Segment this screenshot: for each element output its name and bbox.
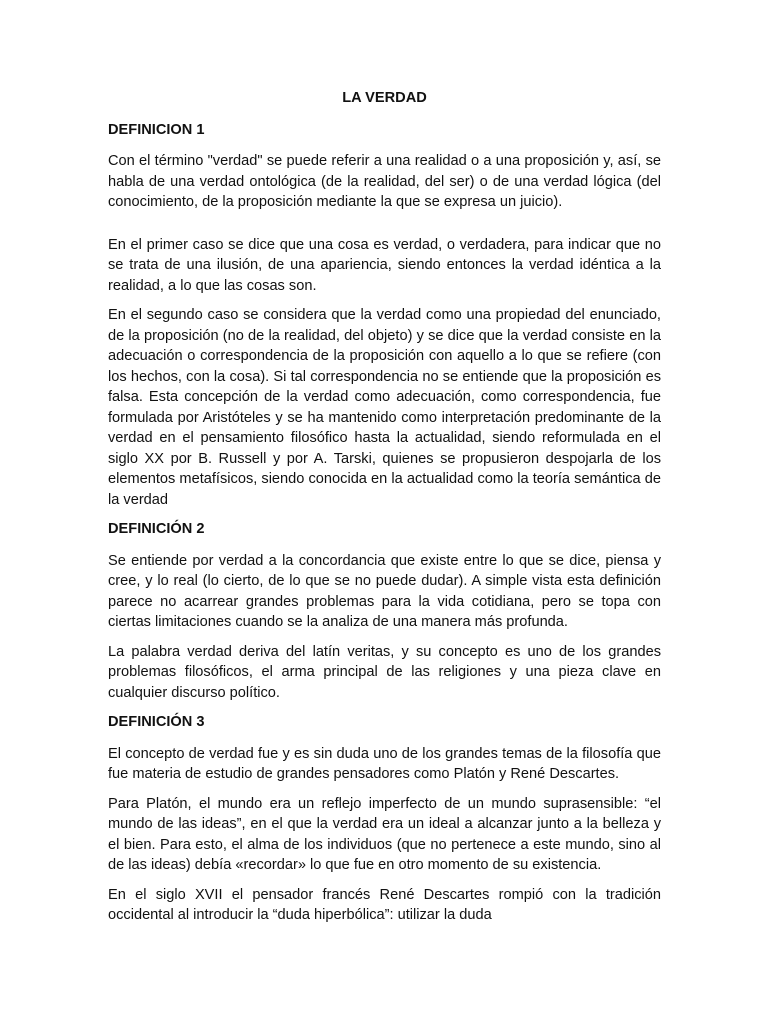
paragraph: La palabra verdad deriva del latín veritas, y su concepto es uno de los grandes problemas filosóficos, el arma principal de las religiones y una pieza clave en cualquier discurso político.	[108, 643, 661, 701]
paragraph: En el primer caso se dice que una cosa es verdad, o verdadera, para indicar que no se trata de una ilusión, de una apariencia, siendo entonces la verdad idéntica a la realidad, a lo que las cosas son.	[108, 236, 661, 294]
paragraph: Para Platón, el mundo era un reflejo imperfecto de un mundo suprasensible: “el mundo de las ideas”, en el que la verdad era un ideal a alcanzar junto a la belleza y el bien. Para esto, el alma de los individuos (que no pertenece a este mundo, sino al de las ideas) debía «recordar» lo que fue en otro momento de su existencia.	[108, 795, 661, 873]
paragraph: El concepto de verdad fue y es sin duda uno de los grandes temas de la filosofía que fue materia de estudio de grandes pensadores como Platón y René Descartes.	[108, 745, 661, 782]
document-title: LA VERDAD	[342, 90, 427, 106]
paragraph: En el siglo XVII el pensador francés René Descartes rompió con la tradición occidental al introducir la “duda hiperbólica”: utilizar la duda	[108, 886, 661, 923]
section-heading-2: DEFINICIÓN 2	[108, 521, 205, 537]
document-page	[108, 88, 661, 935]
paragraph: En el segundo caso se considera que la verdad como una propiedad del enunciado, de la proposición (no de la realidad, del objeto) y se dice que la verdad consiste en la adecuación o correspondencia de la proposición con aquello a lo que se refiere (con los hechos, con la cosa). Si tal correspondencia no se entiende que la proposición es falsa. Esta concepción de la verdad como adecuación, como correspondencia, fue formulada por Aristóteles y se ha mantenido como interpretación predominante de la verdad en el pensamiento filosófico hasta la actualidad, siendo reformulada en el siglo XX por B. Russell y por A. Tarski, quienes se propusieron despojarla de los elementos metafísicos, siendo conocida en la actualidad como la teoría semántica de la verdad	[108, 307, 661, 508]
section-heading-3: DEFINICIÓN 3	[108, 714, 205, 730]
section-heading-1: DEFINICION 1	[108, 121, 205, 138]
paragraph: Con el término "verdad" se puede referir a una realidad o a una proposición y, así, se habla de una verdad ontológica (de la realidad, del ser) o de una verdad lógica (del conocimiento, de la proposición mediante la que se expresa un juicio).	[108, 153, 661, 210]
paragraph: Se entiende por verdad a la concordancia que existe entre lo que se dice, piensa y cree, y lo real (lo cierto, de lo que se no puede dudar). A simple vista esta definición parece no acarrear grandes problemas para la vida cotidiana, pero se topa con ciertas limitaciones cuando se la analiza de una manera más profunda.	[108, 552, 661, 630]
